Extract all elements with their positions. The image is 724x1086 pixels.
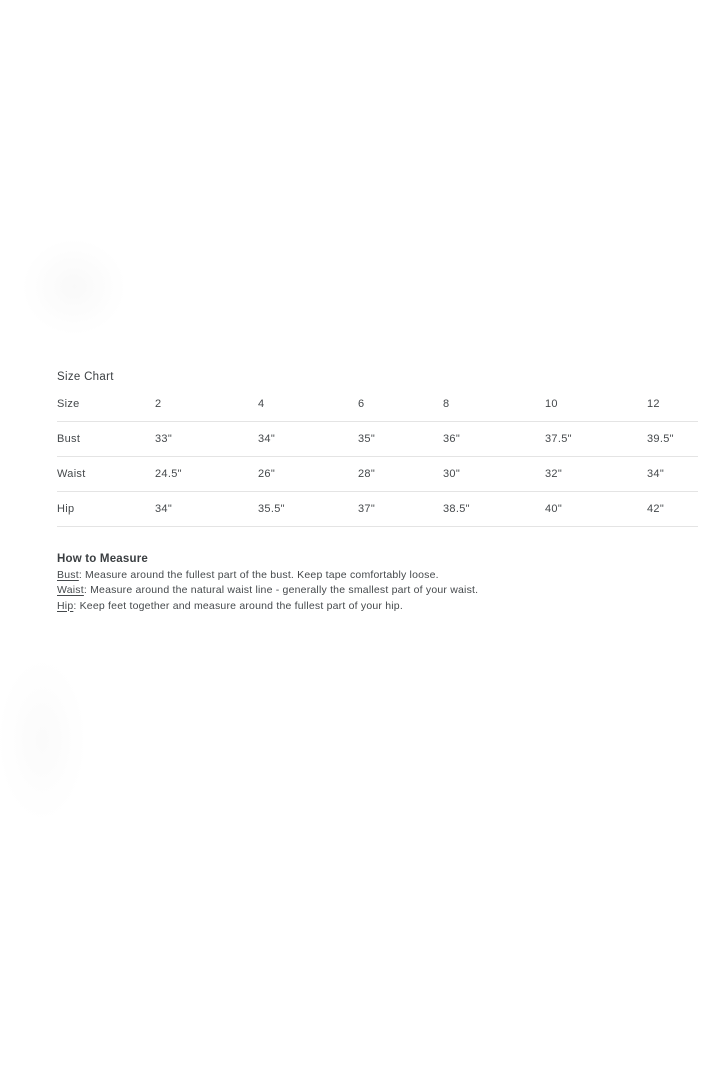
hip-value-size-12: 42" <box>647 502 665 515</box>
faint-photo-edge-artifact-top <box>4 222 144 352</box>
bust-value-size-8: 36" <box>443 432 461 445</box>
faint-photo-edge-artifact-bottom <box>0 630 102 850</box>
header-cell-size-10: 10 <box>545 397 558 410</box>
hip-value-size-10: 40" <box>545 502 563 515</box>
waist-value-size-8: 30" <box>443 467 461 480</box>
bust-value-size-10: 37.5" <box>545 432 572 445</box>
measure-term-waist: Waist <box>57 584 84 596</box>
bust-value-size-2: 33" <box>155 432 173 445</box>
measure-text-hip: : Keep feet together and measure around the fullest part of your hip. <box>73 599 403 612</box>
hip-value-size-2: 34" <box>155 502 173 515</box>
row-label-hip: Hip <box>57 502 75 515</box>
hip-value-size-4: 35.5" <box>258 502 285 515</box>
size-chart-table <box>57 387 698 527</box>
waist-value-size-10: 32" <box>545 467 563 480</box>
row-label-waist: Waist <box>57 467 86 480</box>
how-to-measure-section <box>57 552 698 615</box>
bust-value-size-12: 39.5" <box>647 432 674 445</box>
measure-text-bust: : Measure around the fullest part of the bust. Keep tape comfortably loose. <box>78 568 439 581</box>
header-cell-size-12: 12 <box>647 397 660 410</box>
how-to-measure-title: How to Measure <box>57 552 148 565</box>
waist-value-size-2: 24.5" <box>155 467 182 480</box>
header-cell-size-label: Size <box>57 397 80 410</box>
header-cell-size-2: 2 <box>155 397 162 410</box>
waist-value-size-12: 34" <box>647 467 665 480</box>
hip-value-size-6: 37" <box>358 502 376 515</box>
measure-text-waist: : Measure around the natural waist line - generally the smallest part of your waist. <box>83 584 479 596</box>
table-header-row <box>57 387 698 421</box>
measure-instruction-bust <box>57 568 698 584</box>
size-chart-title: Size Chart <box>57 371 114 383</box>
row-label-bust: Bust <box>57 432 81 445</box>
size-guide-section <box>57 370 698 614</box>
table-row-hip <box>57 491 698 526</box>
waist-value-size-6: 28" <box>358 467 376 480</box>
header-cell-size-8: 8 <box>443 397 450 410</box>
header-cell-size-6: 6 <box>358 397 365 410</box>
table-row-bust <box>57 421 698 456</box>
hip-value-size-8: 38.5" <box>443 502 470 515</box>
measure-term-hip: Hip <box>57 599 74 612</box>
bust-value-size-4: 34" <box>258 432 276 445</box>
table-row-waist <box>57 456 698 491</box>
header-cell-size-4: 4 <box>258 397 265 410</box>
measure-instruction-hip <box>57 599 698 615</box>
measure-term-bust: Bust <box>57 568 79 581</box>
measure-instruction-waist <box>57 583 698 599</box>
bust-value-size-6: 35" <box>358 432 376 445</box>
waist-value-size-4: 26" <box>258 467 276 480</box>
